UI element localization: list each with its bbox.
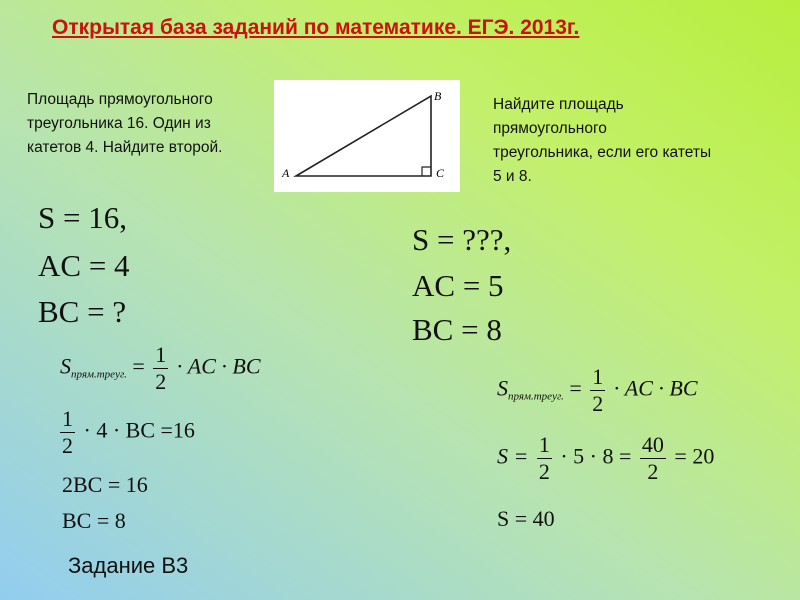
left-step-3: BC = 8	[62, 508, 126, 533]
triangle-shape	[296, 96, 431, 176]
left-given-unknown: BC = ?	[38, 294, 127, 329]
frac-den: 2	[155, 369, 167, 394]
vertex-label-a: A	[282, 166, 290, 180]
fraction-forty-halves	[640, 434, 666, 483]
frac-den: 2	[538, 459, 550, 484]
formula-tail: · AC · BC	[613, 375, 698, 401]
fraction-half	[153, 344, 168, 393]
formula-subscript: прям.треуг.	[508, 390, 564, 403]
calc-end: = 20	[674, 443, 715, 469]
right-given-area: S = ???,	[412, 222, 512, 257]
frac-den: 2	[592, 391, 604, 416]
frac-num: 1	[592, 364, 604, 389]
left-given-area: S = 16,	[38, 200, 127, 235]
vertex-label-c: C	[436, 166, 445, 180]
formula-subscript: прям.треуг.	[71, 368, 127, 381]
fraction-half	[537, 434, 552, 483]
formula-tail: · AC · BC	[176, 353, 261, 379]
frac-num: 1	[538, 432, 550, 457]
problem-left-line: треугольника 16. Один из	[27, 115, 211, 132]
triangle-figure	[274, 80, 460, 192]
left-given-leg: AC = 4	[38, 248, 130, 283]
formula-symbol: S	[60, 353, 71, 379]
problem-left-line: катетов 4. Найдите второй.	[27, 139, 223, 156]
right-given-leg-ac: AC = 5	[412, 268, 504, 303]
problem-left-line: Площадь прямоугольного	[27, 91, 213, 108]
step1-tail: · 4 · BC =16	[83, 417, 195, 443]
right-area-formula	[497, 366, 698, 415]
frac-den: 2	[647, 459, 659, 484]
frac-num: 1	[155, 342, 167, 367]
formula-equals: =	[569, 375, 588, 401]
fraction-half	[590, 366, 605, 415]
right-calculation	[497, 434, 714, 483]
calc-mid: · 5 · 8 =	[560, 443, 637, 469]
problem-right-line: прямоугольного	[493, 120, 607, 137]
frac-num: 40	[641, 432, 664, 457]
triangle-svg	[274, 80, 460, 192]
formula-symbol: S	[497, 375, 508, 401]
right-given-leg-bc: BC = 8	[412, 312, 502, 347]
right-angle-mark	[422, 167, 431, 176]
left-step-1	[60, 408, 195, 457]
right-result: S = 40	[497, 506, 555, 531]
frac-num: 1	[62, 406, 73, 431]
problem-right-line: Найдите площадь	[493, 96, 624, 113]
formula-equals: =	[132, 353, 151, 379]
left-area-formula	[60, 344, 261, 393]
problem-right-line: треугольника, если его катеты	[493, 144, 712, 161]
vertex-label-b: B	[434, 89, 442, 103]
problem-right-text	[493, 93, 711, 189]
task-label: Задание B3	[68, 553, 189, 578]
frac-den: 2	[62, 433, 73, 458]
left-step-2: 2BC = 16	[62, 472, 148, 497]
problem-right-line: 5 и 8.	[493, 168, 532, 185]
calc-lhs: S =	[497, 443, 534, 469]
page-title: Открытая база заданий по математике. ЕГЭ. 2013г.	[52, 16, 580, 39]
problem-left-text	[27, 88, 222, 160]
fraction-half	[60, 408, 75, 457]
